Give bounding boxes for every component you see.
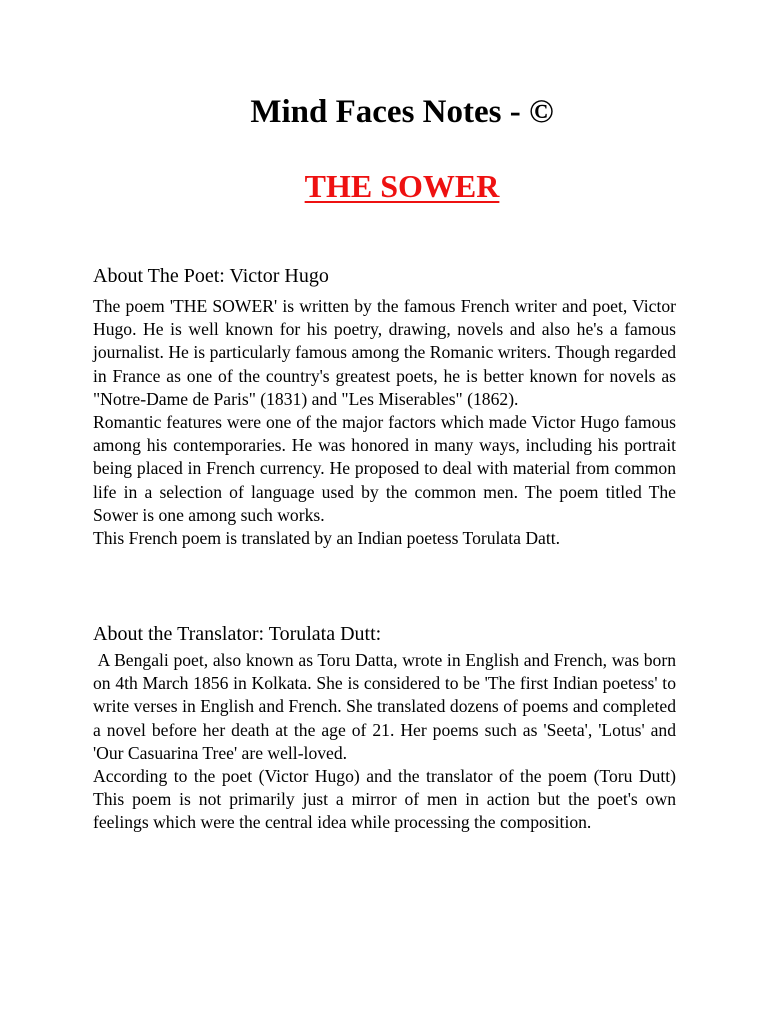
section-about-translator: [93, 621, 681, 835]
section-heading-poet: About The Poet: Victor Hugo: [93, 265, 329, 287]
translator-paragraph-1: A Bengali poet, also known as Toru Datta, wrote in English and French, was born on 4th March 1856 in Kolkata. She is considered to be 'The first Indian poetess' to write verses in English and French. She translated dozens of poems and completed a novel before her death at the age of 21. Her poems such as 'Seeta', 'Lotus' and 'Our Casuarina Tree' are well-loved.: [93, 650, 681, 763]
translator-paragraph-2: According to the poet (Victor Hugo) and the translator of the poem (Toru Dutt) This poem is not primarily just a mirror of men in action but the poet's own feelings which were the central idea while processing the composition.: [93, 766, 676, 833]
poet-paragraph-1: The poem 'THE SOWER' is written by the famous French writer and poet, Victor Hugo. He is well known for his poetry, drawing, novels and also he's a famous journalist. He is particularly famous among the Romanic writers. Though regarded in France as one of the country's greatest poets, he is better known for novels as "Notre-Dame de Paris" (1831) and "Les Miserables" (1862).: [93, 296, 676, 409]
poem-title: [0, 166, 768, 206]
poet-paragraph-3: This French poem is translated by an Indian poetess Torulata Datt.: [93, 528, 561, 549]
section-about-poet: [93, 263, 676, 550]
poem-title-text: THE SOWER: [304, 168, 500, 204]
document-title: Mind Faces Notes - ©: [250, 94, 554, 130]
section-heading-translator: About the Translator: Torulata Dutt:: [93, 623, 382, 645]
poet-paragraph-2: Romantic features were one of the major factors which made Victor Hugo famous among his contemporaries. He was honored in many ways, including his portrait being placed in French currency. He proposed to deal with material from common life in a selection of language used by the common men. The poem titled The Sower is one among such works.: [93, 412, 676, 525]
